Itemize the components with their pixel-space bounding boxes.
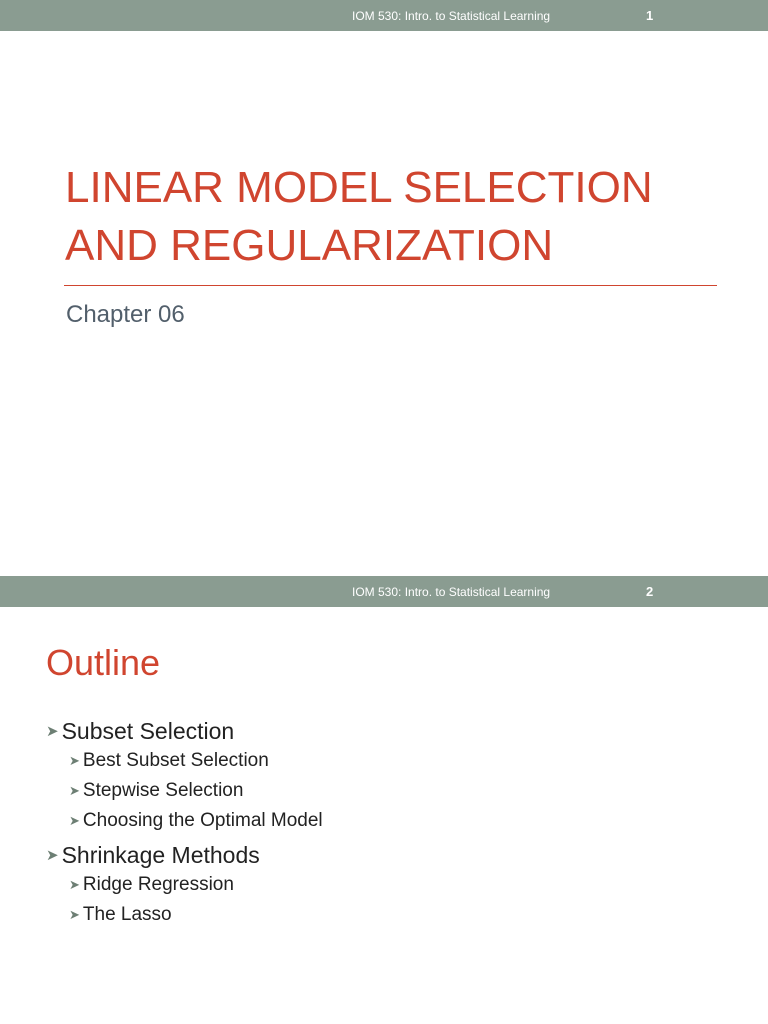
outline-subitem-label: The Lasso [82,904,172,925]
arrow-icon: ➤ [69,877,80,892]
outline-subitem [46,870,323,900]
course-label: IOM 530: Intro. to Statistical Learning [352,585,551,599]
slide-header-bar [0,0,768,31]
outline-item-label: Shrinkage Methods [61,841,260,868]
outline-subitem [46,776,323,806]
title-divider [64,285,717,286]
slide-subtitle: Chapter 06 [66,301,185,328]
slide-number: 1 [646,8,654,23]
arrow-icon: ➤ [69,783,80,798]
title-line: LINEAR MODEL SELECTION [65,163,653,212]
slide-2 [0,576,768,1024]
outline-subitem-label: Best Subset Selection [82,750,269,771]
arrow-icon: ➤ [69,753,80,768]
arrow-icon: ➤ [46,847,59,864]
outline-item [46,716,323,746]
outline-subitem [46,746,323,776]
slide-title [65,159,725,275]
arrow-icon: ➤ [69,813,80,828]
course-label: IOM 530: Intro. to Statistical Learning [352,9,551,23]
outline-item-label: Subset Selection [61,717,235,744]
outline-title: Outline [46,642,161,683]
slide-number: 2 [646,584,654,599]
outline-subitem-label: Ridge Regression [82,874,234,895]
slide-header-bar [0,576,768,607]
outline-subitem-label: Choosing the Optimal Model [82,810,323,831]
slide-1 [0,0,768,448]
outline-subitem [46,900,323,930]
outline-subitem [46,806,323,836]
outline-subitem-label: Stepwise Selection [82,780,244,801]
outline-list [46,716,323,930]
outline-item [46,840,323,870]
title-line: AND REGULARIZATION [65,221,554,270]
arrow-icon: ➤ [69,907,80,922]
arrow-icon: ➤ [46,723,59,740]
